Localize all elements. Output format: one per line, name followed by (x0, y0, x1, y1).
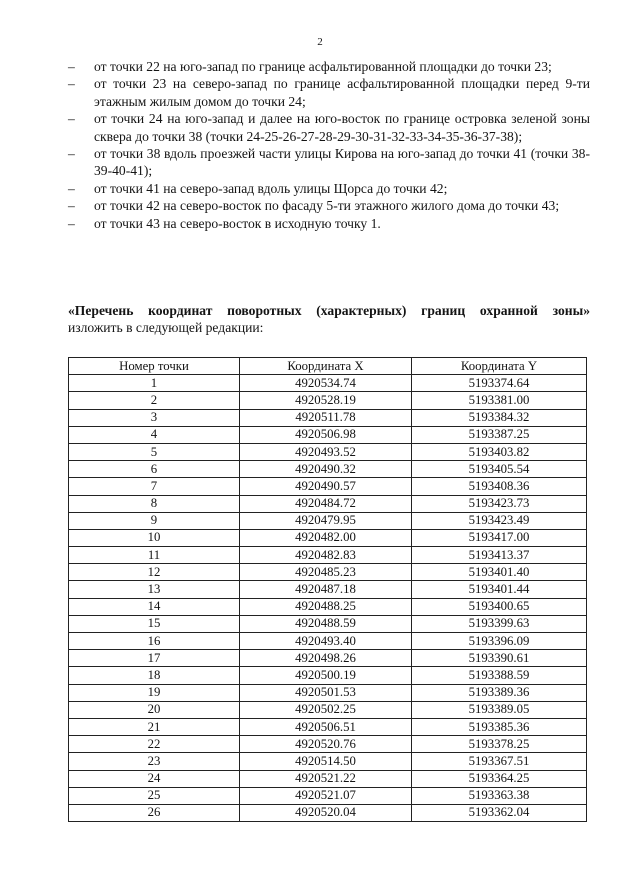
cell-point-number: 20 (69, 701, 240, 718)
list-dash: – (68, 180, 75, 196)
cell-coordinate-y: 5193367.51 (412, 753, 587, 770)
cell-point-number: 10 (69, 529, 240, 546)
cell-coordinate-y: 5193384.32 (412, 409, 587, 426)
cell-point-number: 3 (69, 409, 240, 426)
cell-coordinate-y: 5193417.00 (412, 529, 587, 546)
section-title: «Перечень координат поворотных (характерных) границ охранной зоны» (68, 303, 590, 318)
cell-point-number: 8 (69, 495, 240, 512)
table-row (69, 787, 587, 804)
cell-point-number: 13 (69, 581, 240, 598)
list-item (68, 180, 590, 197)
cell-coordinate-x: 4920487.18 (240, 581, 412, 598)
cell-coordinate-x: 4920493.40 (240, 633, 412, 650)
cell-coordinate-x: 4920488.25 (240, 598, 412, 615)
cell-point-number: 12 (69, 564, 240, 581)
table-row (69, 718, 587, 735)
cell-point-number: 2 (69, 392, 240, 409)
cell-coordinate-y: 5193381.00 (412, 392, 587, 409)
table-row (69, 426, 587, 443)
table-row (69, 650, 587, 667)
list-item-text: от точки 23 на северо-запад по границе асфальтированной площадки перед 9-ти этажным жилым домом до точки 24; (94, 76, 590, 109)
table-row (69, 753, 587, 770)
page-number: 2 (317, 36, 323, 48)
coordinates-table (68, 357, 587, 822)
cell-coordinate-x: 4920506.98 (240, 426, 412, 443)
cell-coordinate-y: 5193387.25 (412, 426, 587, 443)
table-row (69, 598, 587, 615)
cell-coordinate-x: 4920520.04 (240, 804, 412, 821)
cell-coordinate-y: 5193362.04 (412, 804, 587, 821)
cell-point-number: 4 (69, 426, 240, 443)
cell-coordinate-x: 4920506.51 (240, 718, 412, 735)
list-item (68, 215, 590, 232)
cell-coordinate-x: 4920484.72 (240, 495, 412, 512)
cell-coordinate-y: 5193413.37 (412, 547, 587, 564)
list-dash: – (68, 76, 75, 92)
table-row (69, 375, 587, 392)
boundary-description-list (68, 58, 590, 232)
list-dash: – (68, 215, 75, 231)
cell-coordinate-y: 5193388.59 (412, 667, 587, 684)
cell-coordinate-y: 5193385.36 (412, 718, 587, 735)
list-item-text: от точки 24 на юго-запад и далее на юго-восток по границе островка зеленой зоны сквера до точки 38 (точки 24-25-26-27-28-29-30-31-32-33-34-35-36-37-38); (94, 111, 590, 144)
cell-coordinate-y: 5193399.63 (412, 615, 587, 632)
cell-coordinate-y: 5193374.64 (412, 375, 587, 392)
cell-coordinate-x: 4920488.59 (240, 615, 412, 632)
cell-coordinate-y: 5193364.25 (412, 770, 587, 787)
table-row (69, 581, 587, 598)
table-row (69, 547, 587, 564)
cell-coordinate-y: 5193378.25 (412, 736, 587, 753)
section-subtitle: изложить в следующей редакции: (68, 320, 264, 336)
cell-point-number: 19 (69, 684, 240, 701)
cell-coordinate-x: 4920502.25 (240, 701, 412, 718)
cell-coordinate-x: 4920485.23 (240, 564, 412, 581)
table-row (69, 443, 587, 460)
table-row (69, 512, 587, 529)
cell-coordinate-y: 5193389.36 (412, 684, 587, 701)
list-item-text: от точки 43 на северо-восток в исходную точку 1. (94, 215, 381, 231)
cell-point-number: 14 (69, 598, 240, 615)
cell-point-number: 24 (69, 770, 240, 787)
cell-coordinate-x: 4920490.57 (240, 478, 412, 495)
cell-coordinate-x: 4920501.53 (240, 684, 412, 701)
cell-coordinate-x: 4920500.19 (240, 667, 412, 684)
section-heading (68, 302, 590, 337)
cell-point-number: 21 (69, 718, 240, 735)
cell-coordinate-x: 4920521.22 (240, 770, 412, 787)
list-item-text: от точки 38 вдоль проезжей части улицы Кирова на юго-запад до точки 41 (точки 38-39-40-41); (94, 146, 590, 179)
cell-coordinate-x: 4920520.76 (240, 736, 412, 753)
table-row (69, 409, 587, 426)
list-dash: – (68, 198, 75, 214)
cell-point-number: 5 (69, 443, 240, 460)
cell-coordinate-y: 5193363.38 (412, 787, 587, 804)
cell-coordinate-x: 4920498.26 (240, 650, 412, 667)
cell-point-number: 22 (69, 736, 240, 753)
list-item (68, 145, 590, 180)
list-item (68, 110, 590, 145)
list-item-text: от точки 22 на юго-запад по границе асфальтированной площадки до точки 23; (94, 59, 552, 74)
cell-point-number: 18 (69, 667, 240, 684)
list-item-text: от точки 42 на северо-восток по фасаду 5-ти этажного жилого дома до точки 43; (94, 198, 560, 214)
table-row (69, 461, 587, 478)
cell-point-number: 17 (69, 650, 240, 667)
table-row (69, 633, 587, 650)
list-item (68, 58, 590, 75)
table-row (69, 564, 587, 581)
table-row (69, 392, 587, 409)
list-item (68, 75, 590, 110)
cell-coordinate-y: 5193401.44 (412, 581, 587, 598)
cell-coordinate-x: 4920514.50 (240, 753, 412, 770)
cell-coordinate-x: 4920511.78 (240, 409, 412, 426)
cell-coordinate-x: 4920482.00 (240, 529, 412, 546)
cell-point-number: 25 (69, 787, 240, 804)
cell-coordinate-y: 5193401.40 (412, 564, 587, 581)
cell-coordinate-y: 5193423.49 (412, 512, 587, 529)
cell-coordinate-x: 4920479.95 (240, 512, 412, 529)
cell-point-number: 6 (69, 461, 240, 478)
column-header-coordinate-x: Координата X (240, 358, 412, 375)
column-header-coordinate-y: Координата Y (412, 358, 587, 375)
table-row (69, 615, 587, 632)
table-row (69, 701, 587, 718)
cell-coordinate-x: 4920490.32 (240, 461, 412, 478)
table-row (69, 770, 587, 787)
cell-coordinate-y: 5193403.82 (412, 443, 587, 460)
cell-point-number: 16 (69, 633, 240, 650)
cell-coordinate-y: 5193389.05 (412, 701, 587, 718)
table-row (69, 495, 587, 512)
cell-coordinate-y: 5193405.54 (412, 461, 587, 478)
cell-coordinate-y: 5193396.09 (412, 633, 587, 650)
table-row (69, 736, 587, 753)
cell-point-number: 9 (69, 512, 240, 529)
table-row (69, 529, 587, 546)
cell-point-number: 11 (69, 547, 240, 564)
cell-point-number: 26 (69, 804, 240, 821)
cell-coordinate-y: 5193390.61 (412, 650, 587, 667)
table-row (69, 667, 587, 684)
cell-point-number: 15 (69, 615, 240, 632)
cell-coordinate-x: 4920528.19 (240, 392, 412, 409)
cell-coordinate-y: 5193423.73 (412, 495, 587, 512)
cell-point-number: 7 (69, 478, 240, 495)
cell-point-number: 23 (69, 753, 240, 770)
cell-coordinate-y: 5193400.65 (412, 598, 587, 615)
cell-coordinate-x: 4920493.52 (240, 443, 412, 460)
cell-coordinate-x: 4920534.74 (240, 375, 412, 392)
cell-coordinate-x: 4920482.83 (240, 547, 412, 564)
table-row (69, 684, 587, 701)
cell-coordinate-x: 4920521.07 (240, 787, 412, 804)
cell-coordinate-y: 5193408.36 (412, 478, 587, 495)
table-header-row (69, 358, 587, 375)
table-row (69, 478, 587, 495)
list-dash: – (68, 59, 75, 74)
table-body (69, 375, 587, 822)
list-item (68, 197, 590, 214)
column-header-point-number: Номер точки (69, 358, 240, 375)
list-item-text: от точки 41 на северо-запад вдоль улицы Щорса до точки 42; (94, 180, 448, 196)
cell-point-number: 1 (69, 375, 240, 392)
table-row (69, 804, 587, 821)
list-dash: – (68, 146, 75, 162)
list-dash: – (68, 111, 75, 127)
